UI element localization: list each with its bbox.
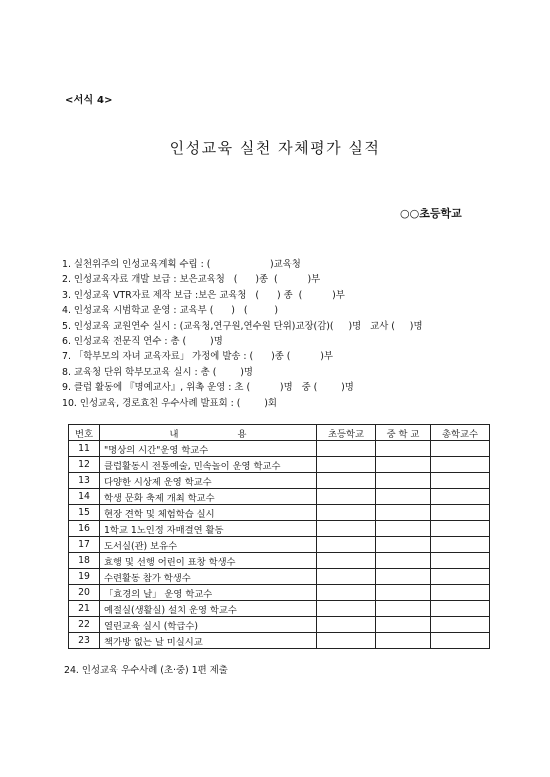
- middle-cell[interactable]: [376, 457, 431, 473]
- evaluation-item: 5. 인성교육 교원연수 실시 : (교육청,연구원,연수원 단위)교장(감)( )명 교사 ( )명: [62, 320, 423, 332]
- row-content: 클럽활동시 전통예술, 민속놀이 운영 학교수: [100, 457, 317, 473]
- table-row: [69, 633, 490, 649]
- table-row: [69, 457, 490, 473]
- total-cell[interactable]: [431, 617, 490, 633]
- row-number: 15: [69, 505, 100, 521]
- table-row: [69, 441, 490, 457]
- row-number: 12: [69, 457, 100, 473]
- elementary-cell[interactable]: [317, 569, 376, 585]
- row-content: 열린교육 실시 (학급수): [100, 617, 317, 633]
- table-row: [69, 505, 490, 521]
- row-content: 책가방 없는 날 미실시교: [100, 633, 317, 649]
- middle-cell[interactable]: [376, 505, 431, 521]
- row-content: "명상의 시간"운영 학교수: [100, 441, 317, 457]
- document-title: 인성교육 실천 자체평가 실적: [169, 139, 381, 157]
- middle-cell[interactable]: [376, 489, 431, 505]
- row-number: 22: [69, 617, 100, 633]
- row-content: 학생 문화 축제 개최 학교수: [100, 489, 317, 505]
- table-row: [69, 521, 490, 537]
- evaluation-item-list: [62, 257, 502, 411]
- table-row: [69, 617, 490, 633]
- elementary-cell[interactable]: [317, 601, 376, 617]
- total-cell[interactable]: [431, 489, 490, 505]
- total-cell[interactable]: [431, 585, 490, 601]
- row-number: 21: [69, 601, 100, 617]
- middle-cell[interactable]: [376, 569, 431, 585]
- total-cell[interactable]: [431, 569, 490, 585]
- total-cell[interactable]: [431, 505, 490, 521]
- middle-cell[interactable]: [376, 601, 431, 617]
- school-name: ○○초등학교: [400, 207, 462, 220]
- evaluation-item: 9. 클럽 활동에 『명예교사』, 위촉 운영 : 초 ( )명 중 ( )명: [62, 382, 354, 394]
- middle-cell[interactable]: [376, 633, 431, 649]
- header-middle: 중 학 교: [376, 425, 431, 441]
- elementary-cell[interactable]: [317, 441, 376, 457]
- table-row: [69, 473, 490, 489]
- evaluation-item: 6. 인성교육 전문직 연수 : 총 ( )명: [62, 335, 223, 347]
- evaluation-item: 10. 인성교육, 경로효친 우수사례 발표회 : ( )회: [62, 397, 277, 409]
- evaluation-item: 1. 실천위주의 인성교육계획 수립 : ( )교육청: [62, 259, 301, 270]
- evaluation-item: 8. 교육청 단위 학부모교육 실시 : 총 ( )명: [62, 366, 253, 378]
- elementary-cell[interactable]: [317, 505, 376, 521]
- row-number: 11: [69, 441, 100, 457]
- middle-cell[interactable]: [376, 441, 431, 457]
- elementary-cell[interactable]: [317, 473, 376, 489]
- row-number: 16: [69, 521, 100, 537]
- row-number: 19: [69, 569, 100, 585]
- row-number: 17: [69, 537, 100, 553]
- row-content: 효행 및 선행 어린이 표창 학생수: [100, 553, 317, 569]
- evaluation-item: 4. 인성교육 시범학교 운영 : 교육부 ( ) ( ): [62, 305, 278, 317]
- table-header-row: [69, 425, 490, 441]
- row-number: 20: [69, 585, 100, 601]
- row-number: 13: [69, 473, 100, 489]
- elementary-cell[interactable]: [317, 633, 376, 649]
- row-content: 도서실(관) 보유수: [100, 537, 317, 553]
- middle-cell[interactable]: [376, 585, 431, 601]
- elementary-cell[interactable]: [317, 521, 376, 537]
- table-row: [69, 601, 490, 617]
- middle-cell[interactable]: [376, 473, 431, 489]
- row-content: 수련활동 참가 학생수: [100, 569, 317, 585]
- header-number: 번호: [69, 425, 100, 441]
- table-row: [69, 537, 490, 553]
- evaluation-table: [68, 424, 490, 649]
- total-cell[interactable]: [431, 537, 490, 553]
- total-cell[interactable]: [431, 633, 490, 649]
- middle-cell[interactable]: [376, 617, 431, 633]
- table-row: [69, 585, 490, 601]
- footer-note: 24. 인성교육 우수사례 (초·중) 1편 제출: [64, 665, 228, 676]
- row-number: 14: [69, 489, 100, 505]
- total-cell[interactable]: [431, 457, 490, 473]
- row-content: 「효경의 날」 운영 학교수: [100, 585, 317, 601]
- total-cell[interactable]: [431, 601, 490, 617]
- table-row: [69, 569, 490, 585]
- row-number: 23: [69, 633, 100, 649]
- elementary-cell[interactable]: [317, 585, 376, 601]
- elementary-cell[interactable]: [317, 553, 376, 569]
- header-total: 총학교수: [431, 425, 490, 441]
- row-content: 1학교 1노인정 자매결연 활동: [100, 521, 317, 537]
- row-number: 18: [69, 553, 100, 569]
- total-cell[interactable]: [431, 473, 490, 489]
- elementary-cell[interactable]: [317, 457, 376, 473]
- header-content: 내 용: [100, 425, 317, 441]
- evaluation-item: 2. 인성교육자료 개발 보급 : 보은교육청 ( )종 ( )부: [62, 274, 321, 286]
- total-cell[interactable]: [431, 521, 490, 537]
- elementary-cell[interactable]: [317, 489, 376, 505]
- form-label: <서식 4>: [65, 95, 113, 106]
- elementary-cell[interactable]: [317, 537, 376, 553]
- evaluation-item: 7. 「학부모의 자녀 교육자료」 가정에 발송 : ( )종 ( )부: [62, 351, 333, 363]
- table-row: [69, 553, 490, 569]
- middle-cell[interactable]: [376, 521, 431, 537]
- total-cell[interactable]: [431, 441, 490, 457]
- total-cell[interactable]: [431, 553, 490, 569]
- row-content: 다양한 시상제 운영 학교수: [100, 473, 317, 489]
- row-content: 예절실(생활실) 설치 운영 학교수: [100, 601, 317, 617]
- middle-cell[interactable]: [376, 553, 431, 569]
- middle-cell[interactable]: [376, 537, 431, 553]
- evaluation-item: 3. 인성교육 VTR자료 제작 보급 :보은 교육청 ( ) 종 ( )부: [62, 289, 345, 301]
- header-elementary: 초등학교: [317, 425, 376, 441]
- row-content: 현장 견학 및 체험학습 실시: [100, 505, 317, 521]
- elementary-cell[interactable]: [317, 617, 376, 633]
- table-row: [69, 489, 490, 505]
